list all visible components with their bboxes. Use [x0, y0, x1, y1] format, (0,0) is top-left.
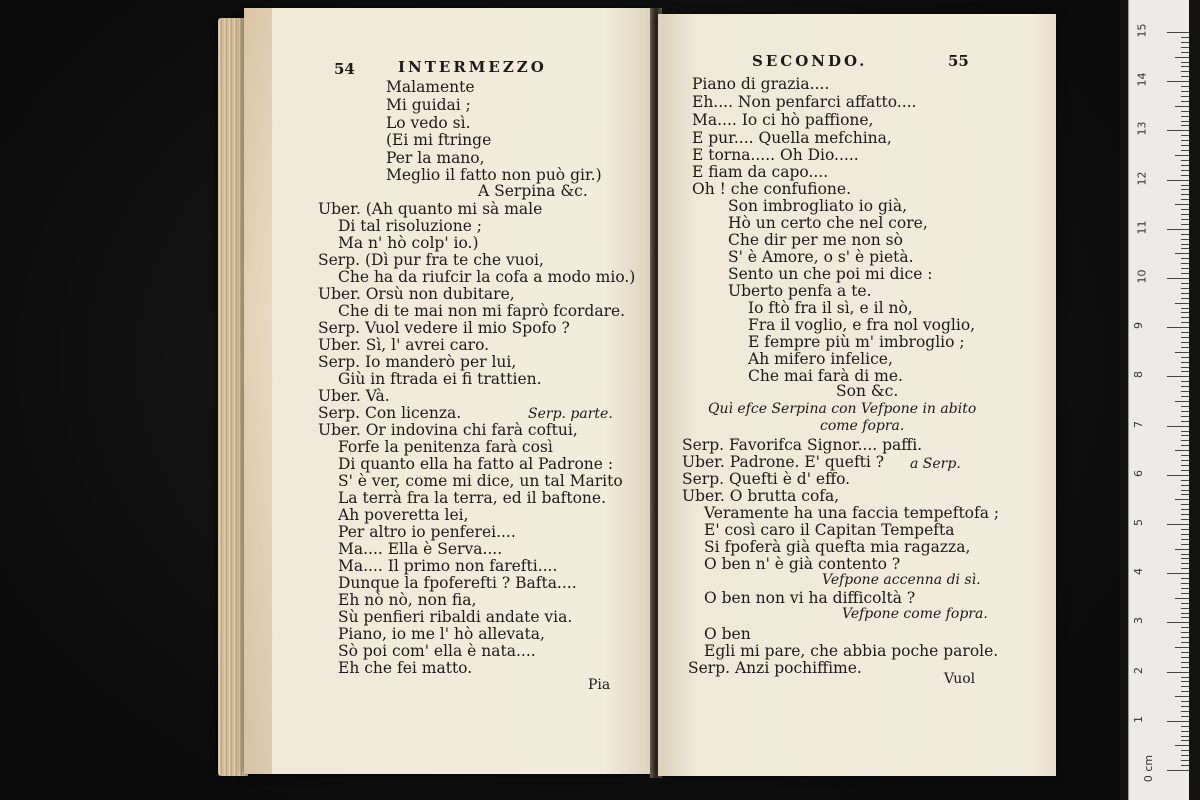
ruler-number: 7 — [1132, 420, 1145, 428]
ruler-tick — [1175, 647, 1189, 648]
ruler-tick — [1181, 185, 1189, 186]
text-line: Ma.... Il primo non farefti.... — [338, 557, 558, 575]
ruler-tick — [1181, 514, 1189, 515]
ruler-tick — [1175, 745, 1189, 746]
text-line: Eh nò nò, non fia, — [338, 591, 477, 609]
text-line: Uber. Orsù non dubitare, — [318, 285, 515, 303]
ruler-number: 11 — [1135, 220, 1149, 235]
ruler-tick — [1181, 288, 1189, 289]
ruler-tick — [1167, 81, 1189, 82]
ruler-tick — [1181, 332, 1189, 333]
ruler-tick — [1181, 440, 1189, 441]
ruler-tick — [1181, 135, 1189, 136]
ruler-tick — [1181, 657, 1189, 658]
right-page-number: 55 — [948, 52, 969, 70]
text-line: Uber. Sì, l' avrei caro. — [318, 336, 490, 354]
ruler-tick — [1181, 234, 1189, 235]
ruler-tick — [1181, 642, 1189, 643]
ruler-tick — [1181, 529, 1189, 530]
text-line: Sò poi com' ella è nata.... — [338, 642, 536, 660]
text-line: E pur.... Quella mefchina, — [692, 129, 892, 147]
catchword: Vuol — [944, 671, 976, 687]
ruler-tick — [1181, 608, 1189, 609]
text-line: Che dir per me non sò — [728, 231, 903, 249]
text-line: Lo vedo sì. — [386, 114, 471, 132]
ruler-tick — [1181, 37, 1189, 38]
text-line: Che mai farà di me. — [748, 367, 903, 385]
text-line: Forfe la penitenza farà così — [338, 438, 553, 456]
ruler-tick — [1181, 371, 1189, 372]
text-line: Giù in ftrada ei fi trattien. — [338, 370, 542, 388]
ruler-tick — [1181, 554, 1189, 555]
ruler-tick — [1181, 411, 1189, 412]
text-line: Di tal risoluzione ; — [338, 217, 483, 235]
text-line: Per altro io penferei.... — [338, 523, 516, 541]
ruler-tick — [1167, 278, 1189, 279]
ruler-tick — [1181, 490, 1189, 491]
ruler-tick — [1181, 312, 1189, 313]
ruler-tick — [1167, 573, 1189, 574]
text-line: O ben non vi ha difficoltà ? — [704, 589, 916, 607]
ruler-tick — [1181, 317, 1189, 318]
ruler-tick — [1175, 401, 1189, 402]
ruler-tick — [1175, 499, 1189, 500]
text-line: O ben n' è già contento ? — [704, 555, 901, 573]
ruler-tick — [1181, 268, 1189, 269]
text-line: Uber. Và. — [318, 387, 390, 405]
text-line: S' è Amore, o s' è pietà. — [728, 248, 914, 266]
ruler-tick — [1181, 706, 1189, 707]
text-line: Oh ! che confufione. — [692, 180, 852, 198]
ruler-tick — [1181, 293, 1189, 294]
text-line: Uber. Padrone. E' quefti ? — [682, 453, 885, 471]
text-line: Uber. (Ah quanto mi sà male — [318, 200, 543, 218]
ruler-tick — [1181, 662, 1189, 663]
text-line: Uberto penfa a te. — [728, 282, 872, 300]
ruler-tick — [1175, 106, 1189, 107]
ruler-tick — [1175, 253, 1189, 254]
text-line: E' così caro il Capitan Tempefta — [704, 521, 955, 539]
ruler-number: 8 — [1132, 371, 1145, 379]
ruler-tick — [1181, 519, 1189, 520]
text-line: Malamente — [386, 78, 475, 96]
text-line: Son &c. — [836, 382, 899, 400]
ruler-number: 15 — [1135, 23, 1149, 38]
text-line: E fiam da capo.... — [692, 163, 829, 181]
ruler-tick — [1181, 617, 1189, 618]
ruler-tick — [1181, 189, 1189, 190]
ruler-tick — [1175, 57, 1189, 58]
ruler-tick — [1181, 239, 1189, 240]
stage-direction: come fopra. — [820, 418, 905, 434]
ruler-tick — [1181, 263, 1189, 264]
text-line: Sù penfieri ribaldi andate via. — [338, 608, 573, 626]
ruler-tick — [1181, 244, 1189, 245]
ruler-tick — [1181, 91, 1189, 92]
text-line: Uber. O brutta cofa, — [682, 487, 840, 505]
ruler-tick — [1181, 96, 1189, 97]
text-line: Eh che fei matto. — [338, 659, 473, 677]
ruler-tick — [1181, 431, 1189, 432]
text-line: Serp. (Dì pur fra te che vuoi, — [318, 251, 544, 269]
ruler-tick — [1181, 194, 1189, 195]
ruler-tick — [1181, 121, 1189, 122]
ruler-number: 10 — [1135, 269, 1149, 284]
ruler-tick — [1181, 455, 1189, 456]
ruler-tick — [1167, 622, 1189, 623]
text-line: Uber. Or indovina chi farà coftui, — [318, 421, 578, 439]
text-line: Eh.... Non penfarci affatto.... — [692, 93, 917, 111]
stage-direction: Quì efce Serpina con Vefpone in abito — [708, 401, 977, 417]
stage-direction: a Serp. — [910, 456, 961, 472]
ruler-tick — [1181, 298, 1189, 299]
text-line: Che ha da riufcir la cofa a modo mio.) — [338, 268, 636, 286]
text-line: Si fpoferà già quefta mia ragazza, — [704, 538, 971, 556]
ruler-tick — [1181, 367, 1189, 368]
ruler-tick — [1181, 755, 1189, 756]
text-line: Di quanto ella ha fatto al Padrone : — [338, 455, 614, 473]
ruler-tick — [1181, 76, 1189, 77]
ruler-tick — [1167, 327, 1189, 328]
text-line: Ah poveretta lei, — [338, 506, 469, 524]
ruler-tick — [1181, 509, 1189, 510]
ruler-tick — [1181, 347, 1189, 348]
ruler-tick — [1167, 229, 1189, 230]
text-line: Sento un che poi mi dice : — [728, 265, 933, 283]
ruler-tick — [1181, 583, 1189, 584]
ruler-tick — [1181, 52, 1189, 53]
ruler-tick — [1181, 406, 1189, 407]
text-line: Serp. Vuol vedere il mio Spofo ? — [318, 319, 570, 337]
stage-direction: Vefpone come fopra. — [842, 606, 988, 622]
text-line: E torna..... Oh Dio..... — [692, 146, 859, 164]
ruler-tick — [1175, 303, 1189, 304]
text-line: Veramente ha una faccia tempeftofa ; — [704, 504, 1000, 522]
stage-direction: Serp. parte. — [528, 406, 613, 422]
ruler-tick — [1181, 765, 1189, 766]
ruler-tick — [1181, 593, 1189, 594]
ruler-tick — [1181, 691, 1189, 692]
ruler-tick — [1175, 450, 1189, 451]
ruler-tick — [1167, 672, 1189, 673]
ruler-tick — [1181, 308, 1189, 309]
text-line: Dunque la fpoferefti ? Bafta.... — [338, 574, 577, 592]
ruler-tick — [1181, 485, 1189, 486]
ruler-tick — [1181, 337, 1189, 338]
ruler-tick — [1181, 62, 1189, 63]
ruler-tick — [1181, 421, 1189, 422]
ruler-tick — [1181, 539, 1189, 540]
ruler-tick — [1167, 180, 1189, 181]
ruler-tick — [1181, 273, 1189, 274]
ruler-tick — [1181, 175, 1189, 176]
left-page-header: INTERMEZZO — [398, 58, 547, 76]
ruler-tick — [1175, 352, 1189, 353]
ruler-tick — [1181, 322, 1189, 323]
text-line: Ah mifero infelice, — [748, 350, 893, 368]
ruler-number: 2 — [1132, 666, 1145, 674]
text-line: Ma.... Ella è Serva.... — [338, 540, 503, 558]
ruler-tick — [1175, 549, 1189, 550]
ruler-tick — [1181, 637, 1189, 638]
text-line: Serp. Quefti è d' effo. — [682, 470, 851, 488]
ruler-tick — [1181, 760, 1189, 761]
ruler-tick — [1181, 145, 1189, 146]
ruler-tick — [1181, 66, 1189, 67]
ruler-tick — [1181, 632, 1189, 633]
ruler-tick — [1167, 32, 1189, 33]
ruler-tick — [1175, 155, 1189, 156]
ruler-number: 14 — [1135, 72, 1149, 87]
text-line: (Ei mi ftringe — [386, 131, 492, 149]
ruler-tick — [1181, 613, 1189, 614]
ruler-tick — [1181, 563, 1189, 564]
ruler-tick — [1181, 42, 1189, 43]
ruler-tick — [1167, 770, 1189, 771]
text-line: Fra il voglio, e fra nol voglio, — [748, 316, 976, 334]
text-line: Piano di grazia.... — [692, 75, 830, 93]
text-line: Serp. Con licenza. — [318, 404, 462, 422]
text-line: E fempre più m' imbroglio ; — [748, 333, 965, 351]
ruler-tick — [1181, 342, 1189, 343]
ruler-number: 9 — [1132, 322, 1145, 330]
ruler-tick — [1181, 588, 1189, 589]
ruler-number: 0 cm — [1142, 754, 1156, 783]
ruler-tick — [1181, 391, 1189, 392]
text-line: Serp. Anzi pochiffime. — [688, 659, 862, 677]
ruler-tick — [1181, 381, 1189, 382]
text-line: Ma.... Io ci hò paffione, — [692, 111, 874, 129]
ruler-tick — [1181, 357, 1189, 358]
text-line: Hò un certo che nel core, — [728, 214, 928, 232]
ruler-tick — [1181, 736, 1189, 737]
ruler-tick — [1181, 534, 1189, 535]
ruler-tick — [1181, 224, 1189, 225]
ruler-tick — [1181, 494, 1189, 495]
ruler-tick — [1181, 116, 1189, 117]
ruler-number: 12 — [1135, 171, 1149, 186]
ruler-tick — [1181, 209, 1189, 210]
ruler-tick — [1181, 258, 1189, 259]
catchword: Pia — [588, 677, 611, 693]
ruler-tick — [1181, 101, 1189, 102]
ruler-tick — [1181, 47, 1189, 48]
ruler-tick — [1181, 544, 1189, 545]
text-line: O ben — [704, 625, 751, 643]
text-line: Serp. Io manderò per lui, — [318, 353, 517, 371]
ruler-tick — [1181, 716, 1189, 717]
page-stain — [244, 8, 272, 774]
ruler-tick — [1181, 86, 1189, 87]
text-line: Per la mano, — [386, 149, 485, 167]
ruler-tick — [1181, 578, 1189, 579]
ruler-tick — [1181, 568, 1189, 569]
ruler-tick — [1181, 125, 1189, 126]
text-line: Piano, io me l' hò allevata, — [338, 625, 545, 643]
ruler-tick — [1167, 475, 1189, 476]
ruler-tick — [1167, 376, 1189, 377]
text-line: Io ftò fra il sì, e il nò, — [748, 299, 913, 317]
stage-direction: Vefpone accenna di sì. — [822, 572, 981, 588]
stage-direction: A Serpina &c. — [478, 182, 588, 200]
ruler-tick — [1175, 696, 1189, 697]
ruler-tick — [1181, 170, 1189, 171]
ruler-tick — [1175, 204, 1189, 205]
ruler-tick — [1181, 386, 1189, 387]
ruler-number: 5 — [1132, 519, 1145, 526]
ruler-tick — [1181, 165, 1189, 166]
right-page-header: SECONDO. — [752, 52, 868, 70]
ruler-tick — [1181, 199, 1189, 200]
ruler-tick — [1181, 726, 1189, 727]
ruler-tick — [1181, 248, 1189, 249]
measurement-ruler — [1128, 0, 1189, 800]
ruler-tick — [1167, 130, 1189, 131]
ruler-tick — [1181, 731, 1189, 732]
text-line: S' è ver, come mi dice, un tal Marito — [338, 472, 623, 490]
text-line: Che di te mai non mi faprò fcordare. — [338, 302, 626, 320]
ruler-tick — [1181, 627, 1189, 628]
ruler-tick — [1181, 140, 1189, 141]
text-line: Serp. Favorifca Signor.... paffi. — [682, 436, 923, 454]
ruler-tick — [1181, 150, 1189, 151]
ruler-tick — [1181, 701, 1189, 702]
ruler-tick — [1181, 504, 1189, 505]
ruler-tick — [1181, 480, 1189, 481]
text-line: Son imbrogliato io già, — [728, 197, 908, 215]
ruler-tick — [1181, 667, 1189, 668]
ruler-tick — [1167, 721, 1189, 722]
ruler-tick — [1167, 524, 1189, 525]
ruler-tick — [1181, 283, 1189, 284]
ruler-number: 3 — [1132, 617, 1145, 625]
left-page-number: 54 — [334, 60, 355, 78]
ruler-tick — [1181, 558, 1189, 559]
text-line: Egli mi pare, che abbia poche parole. — [704, 642, 999, 660]
ruler-tick — [1181, 465, 1189, 466]
text-line: Mi guidai ; — [386, 96, 471, 114]
ruler-tick — [1167, 426, 1189, 427]
ruler-tick — [1181, 750, 1189, 751]
ruler-number: 6 — [1132, 469, 1145, 477]
ruler-tick — [1181, 445, 1189, 446]
ruler-tick — [1181, 214, 1189, 215]
text-line: La terrà fra la terra, ed il baftone. — [338, 489, 607, 507]
ruler-tick — [1181, 652, 1189, 653]
ruler-tick — [1181, 396, 1189, 397]
ruler-tick — [1181, 460, 1189, 461]
ruler-tick — [1181, 740, 1189, 741]
ruler-number: 4 — [1132, 568, 1145, 576]
ruler-tick — [1181, 603, 1189, 604]
ruler-tick — [1181, 160, 1189, 161]
ruler-tick — [1181, 681, 1189, 682]
ruler-tick — [1175, 598, 1189, 599]
ruler-number: 13 — [1135, 121, 1149, 136]
text-line: Ma n' hò colp' io.) — [338, 234, 479, 252]
ruler-tick — [1181, 416, 1189, 417]
ruler-number: 1 — [1132, 715, 1145, 723]
ruler-tick — [1181, 71, 1189, 72]
ruler-tick — [1181, 362, 1189, 363]
ruler-tick — [1181, 111, 1189, 112]
ruler-tick — [1181, 686, 1189, 687]
ruler-tick — [1181, 470, 1189, 471]
ruler-tick — [1181, 219, 1189, 220]
text-line: Meglio il fatto non può gir.) — [386, 166, 602, 184]
ruler-tick — [1181, 711, 1189, 712]
ruler-tick — [1181, 435, 1189, 436]
ruler-tick — [1181, 677, 1189, 678]
